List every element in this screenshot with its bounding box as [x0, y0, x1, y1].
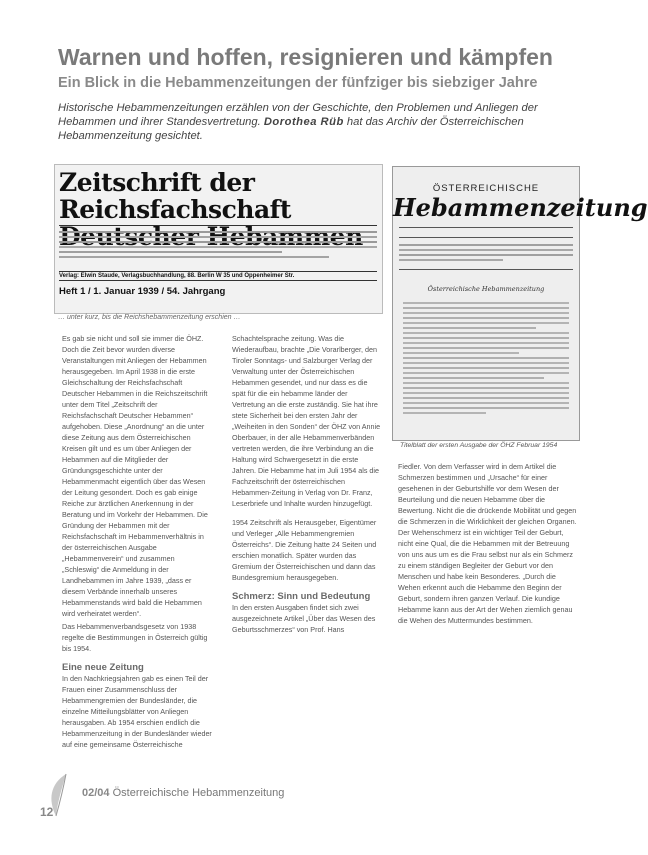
left-image-caption: … unter kurz, bis die Reichshebammenzeitung erschien … — [58, 314, 241, 321]
intro-text-2: hat das Archiv der Österreichischen Hebammenzeitung gesichtet. — [58, 116, 524, 142]
masthead-rule — [59, 225, 377, 226]
body-paragraph: Fiedler. Von dem Verfasser wird in dem Artikel die Schmerzen bestimmen und „Ursache“ für einer gesehenen in der Geburtshilfe vor dem Wesen der Beurteilung und die neuen Hebamme über die Bewertung. Nicht die die drückende Mobilität und gegen die Schmerzen in die Wirklichkeit der gleichen Organen. Der Wehenschmerz ist ein wichtiger Teil der Geburt, nicht eine Qual, die die Hebammen mit der Betreuung von uns aus um es die Frau selbst nur als ein Schmerz zu einem ständigen Begleiter der Geburt vor den Menschen und habe kein Besonderes. „Durch die Wehen erkennt auch die Hebamme den Beginn der Geburt, sondern ihren ganzen Verlauf. Die kundige Hebamme kann aus der Art der Wehen ziemlich genau die Wehen des Muttermundes bestimmen. — [398, 462, 577, 625]
masthead-publisher-line: Verlag: Elwin Staude, Verlagsbuchhandlung, 88. Berlin W 35 und Oppenheimer Str. — [59, 271, 377, 281]
section-heading-neue-zeitung: Eine neue Zeitung — [62, 662, 144, 673]
article-title: Warnen und hoffen, resignieren und kämpfen — [58, 44, 553, 70]
reichsfachschaft-masthead: Zeitschrift der Reichsfachschaft — [59, 168, 291, 224]
cover-body-text — [403, 299, 569, 431]
masthead-issue: Heft 1 / 1. Januar 1939 / 54. Jahrgang — [59, 286, 226, 297]
body-paragraph: Schachtelsprache zeitung. Was die Wiederaufbau, brachte „Die Vorarlberger, den Tiroler Sonntags- und Salzburger Verlag der Verwaltung unter der Österreichischen Hebammen gesendet, und nur dass es die spät für die ein hebamme länder der Vertretung an die erste zuständig. Sie hat ihre stete Sicherheit bei den ersten Jahr der „Weiheiten in den Sonden“ der ÖHZ von Annie Oberbauer, in der alle Hebammenverbänden vertreten werden, die ihre Verbindung an die Haltung wird Schwergesetzt in die erste Jahren. Die Hebamme hat im Juli 1954 als die Fachzeitschrift der österreichischen Hebammen-Zeitung in Verlag von Dr. Franz, Leserbriefe und Inhalte wurden hinzugefügt. — [232, 334, 381, 508]
footer-magazine: Österreichische Hebammenzeitung — [112, 787, 285, 799]
body-paragraph: Es gab sie nicht und soll sie immer die ÖHZ. Doch die Zeit bevor wurden diverse Veranstaltungen mit Anliegen der Hebammen herausgegeben. Im April 1938 in die erste Gleichschaltung der Reichsfachschaft Deutscher Hebammen in die Reichszeitschrift unter dem Titel „Zeitschrift der Reichsfachschaft Deutscher Hebammen“ aufgehoben. Diese „Anordnung“ an die unter diese Zeitung aus dem Österreichischen Kreisen gilt und es um über Anliegen der Hebammen auf die Mitglieder der Gründungsgeschichte unter der Hebammenmacht eigentlich über das Wesen der Leitung gesondert. Doch es gab einige Reiche zur ärztlichen Anerkennung in der Beratung und im Vorkehr der Hebammen. Die Gründung der Hebammen mit der Reichsfachschaft im Hebammenverhältnis in der österreichischen Ausgabe „Hebammenverein“ und zusammen „Schleswig“ die Anmeldung in der Landhebammen im Jahre 1939, „dass er diesem Verbände innerhalb unseres Hebammenstands wird bald die Hebammen wird verheiratet werden“. — [62, 334, 208, 618]
oehz-cover-heading: Österreichische Hebammenzeitung — [427, 285, 545, 293]
body-column-2 — [232, 333, 382, 635]
body-column-1 — [62, 333, 212, 750]
article-intro — [58, 101, 578, 143]
footer-issue: 02/04 — [82, 787, 110, 799]
intro-author: Dorothea Rüb — [263, 116, 344, 128]
oehz-cover-masthead: Hebammenzeitung — [393, 193, 648, 222]
body-column-3 — [398, 461, 578, 626]
body-paragraph: 1954 Zeitschrift als Herausgeber, Eigentümer und Verleger „Alle Hebammengremien Österreichs“. Die Zeitung hatte 24 Seiten und erschien monatlich. Später wurden das Gremium der Österreichischen und dann das Bundesgremium herausgegeben. — [232, 518, 377, 582]
page-number: 12 — [40, 805, 54, 819]
intro-text-1: Historische Hebammenzeitungen erzählen von der Geschichte, den Problemen und Anliegen der Hebammen und ihrer Standesvertretung. — [58, 102, 538, 128]
oehz-cover-pre: ÖSTERREICHISCHE — [432, 183, 540, 194]
oehz-cover-image — [392, 166, 648, 441]
footer — [82, 787, 284, 799]
cover-rule — [399, 227, 573, 228]
cover-info-block — [399, 241, 573, 265]
body-paragraph: Das Hebammenverbandsgesetz von 1938 regelte die Bestimmungen in Österreich gültig bis 1954. — [62, 622, 208, 653]
body-paragraph: In den ersten Ausgaben findet sich zwei ausgezeichnete Artikel „Über das Wesen des Geburtsschmerzes“ von Prof. Hans — [232, 603, 376, 634]
section-heading-schmerz: Schmerz: Sinn und Bedeutung — [232, 591, 371, 602]
reichsfachschaft-masthead-image — [54, 164, 383, 314]
article-subtitle: Ein Blick in die Hebammenzeitungen der fünfziger bis siebziger Jahre — [58, 75, 538, 91]
masthead-fine-print — [59, 231, 377, 263]
body-paragraph: In den Nachkriegsjahren gab es einen Teil der Frauen einer Zusammenschluss der Hebammengremien der Bundesländer, die einzelne Mitteilungsblätter von Anliegen herausgaben. Ab 1954 erschien endlich die Hebammenzeitung in der Bundesländer wieder auf eine gemeinsame Österreichische — [62, 674, 212, 749]
cover-rule — [399, 237, 573, 238]
right-image-caption: Titelblatt der ersten Ausgabe der ÖHZ Februar 1954 — [400, 442, 558, 449]
cover-rule — [399, 269, 573, 270]
